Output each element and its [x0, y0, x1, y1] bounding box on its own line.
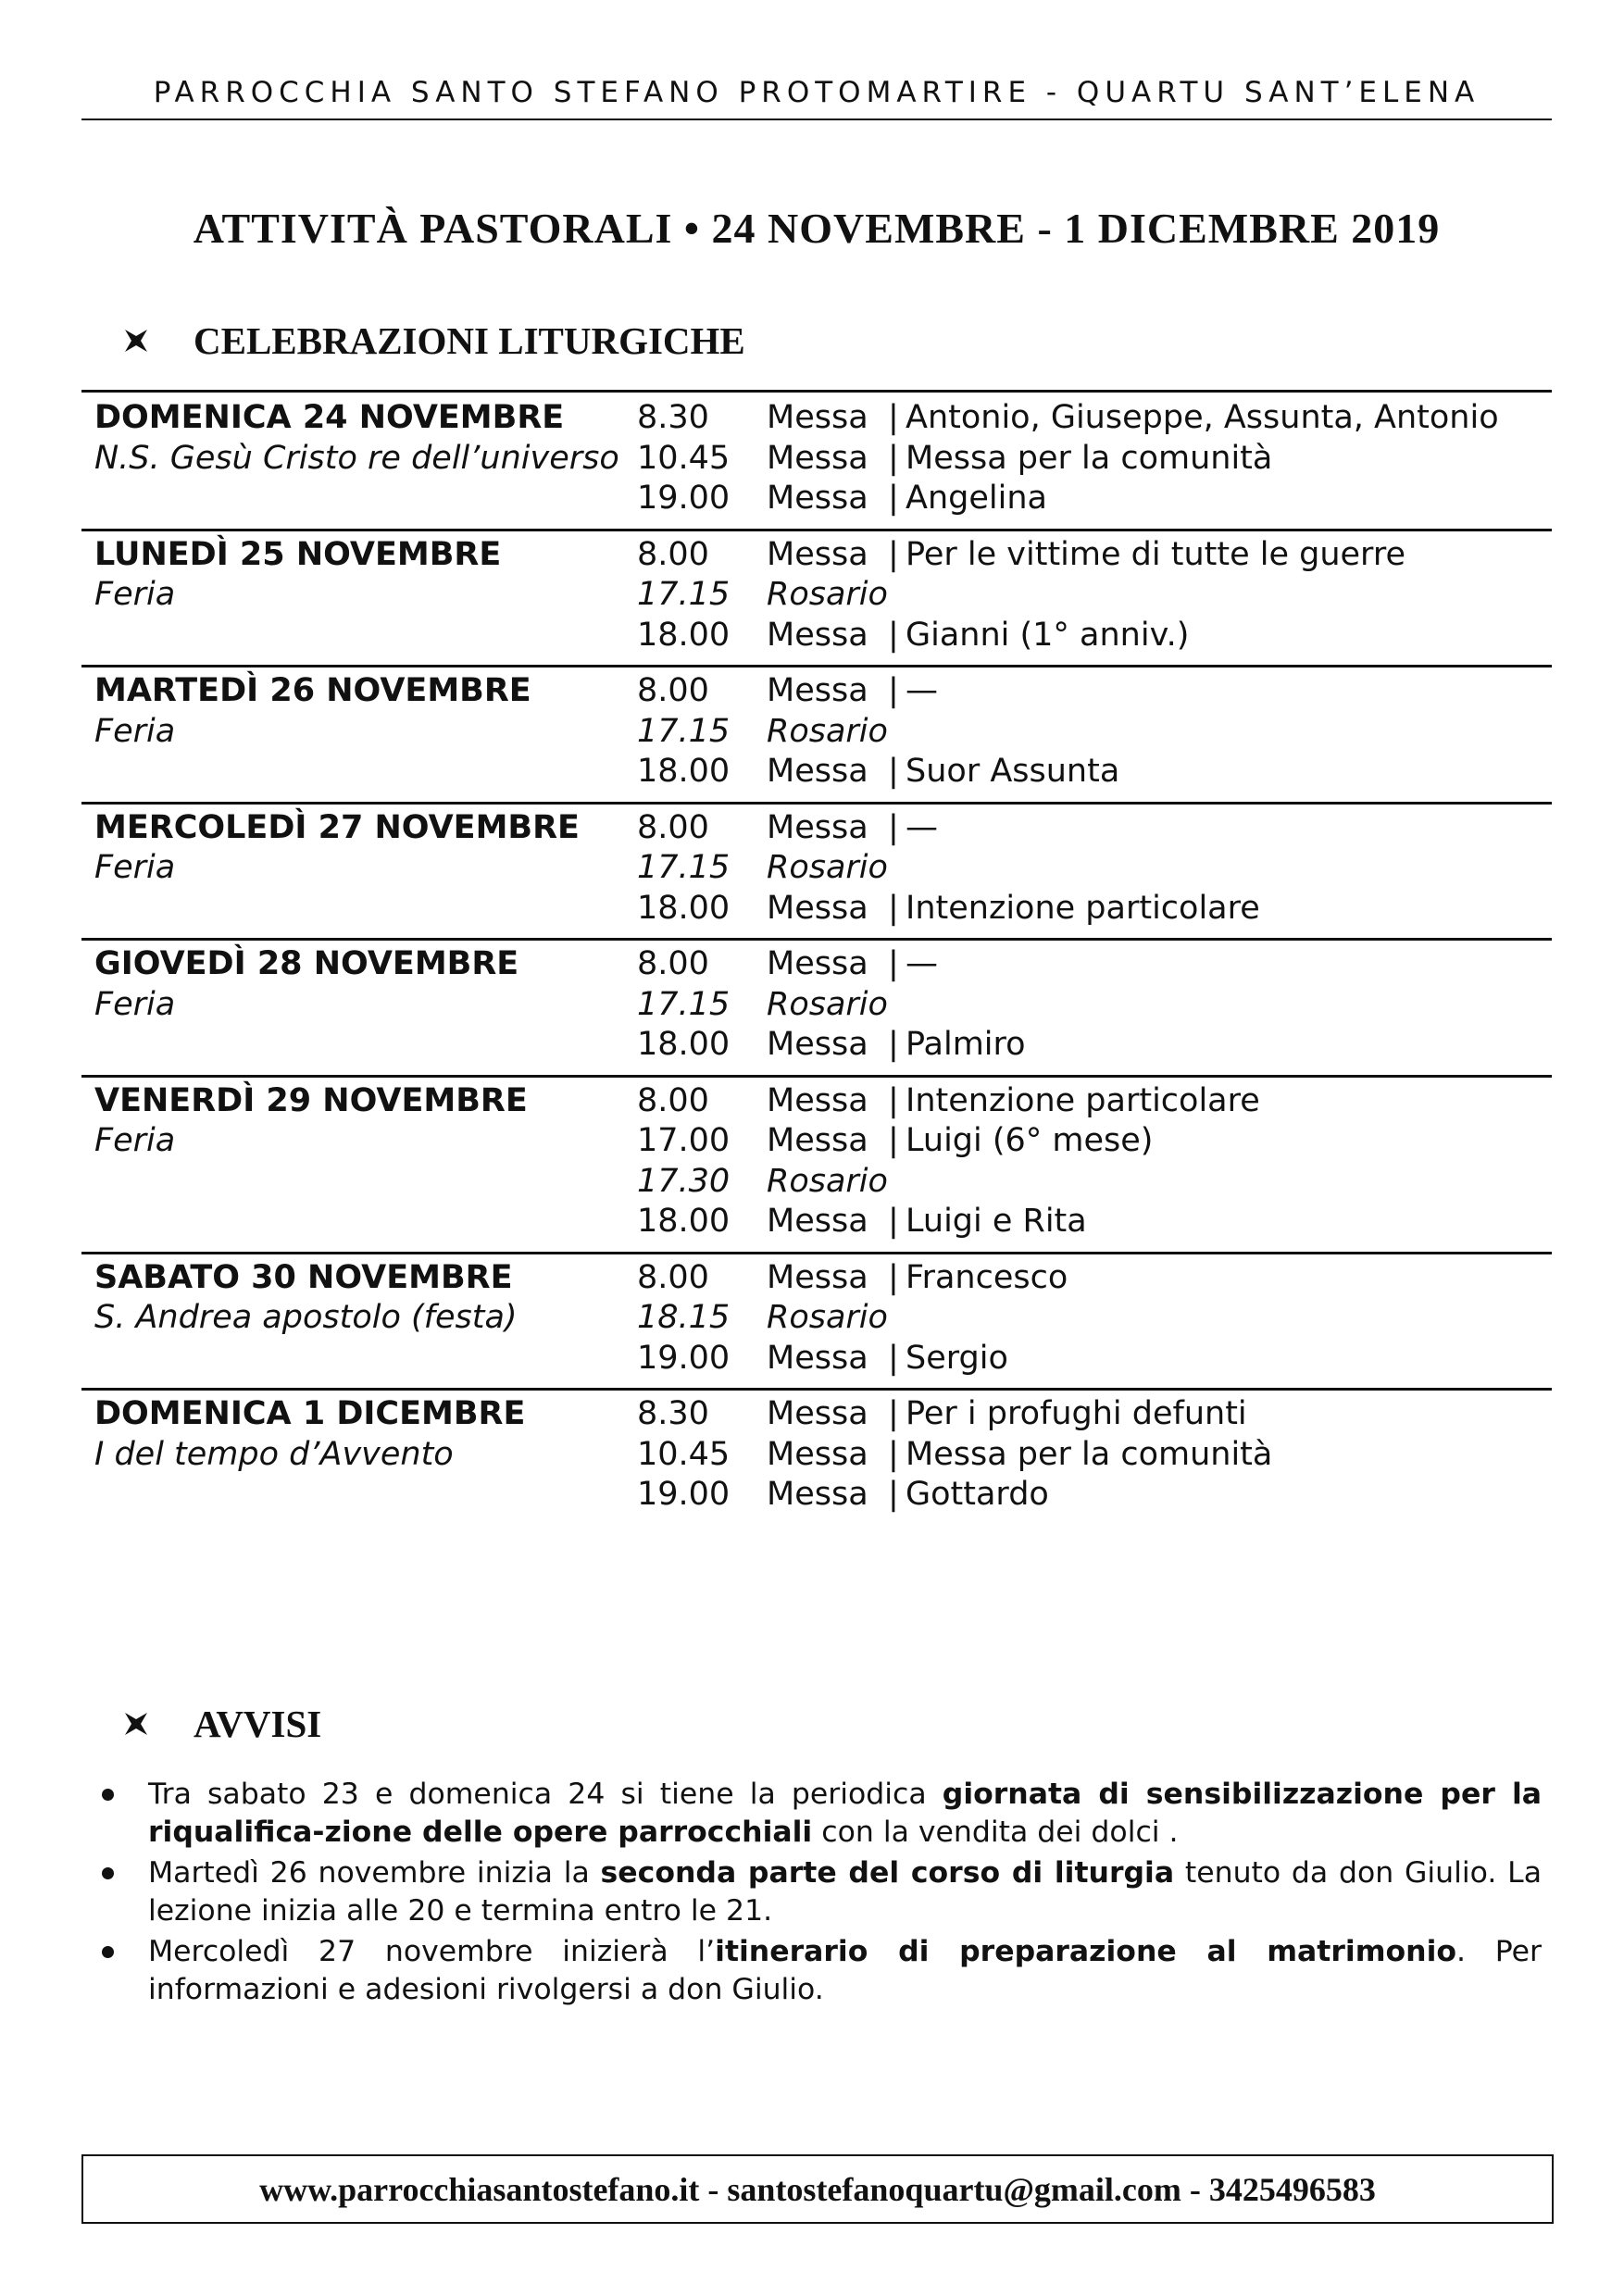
- event-time: 17.30: [637, 1162, 731, 1200]
- event-time: 18.00: [637, 889, 731, 927]
- event-row: [81, 1475, 1552, 1516]
- notice-item: [102, 1854, 1542, 1930]
- event-time: 8.00: [637, 945, 709, 982]
- event-row: [81, 889, 1552, 930]
- event-row: [81, 1121, 1552, 1162]
- separator: |: [888, 1203, 899, 1240]
- event-time: 18.00: [637, 1203, 731, 1240]
- day-block: [81, 1075, 1552, 1252]
- event-intention: Messa per la comunità: [906, 1435, 1273, 1473]
- liturgical-desc: Feria: [94, 712, 176, 750]
- day-name: DOMENICA 1 DICEMBRE: [94, 1395, 526, 1432]
- event-intention: Sergio: [906, 1339, 1008, 1377]
- event-intention: Luigi e Rita: [906, 1203, 1087, 1240]
- event-intention: Messa per la comunità: [906, 439, 1273, 477]
- event-service: Messa: [767, 1476, 868, 1513]
- notice-highlight: giornata di sensibilizzazione per la riqualifica-zione delle opere parrocchiali: [148, 1778, 1542, 1849]
- event-service: Messa: [767, 1203, 868, 1240]
- footer-contacts: [81, 2154, 1554, 2224]
- event-row: [81, 479, 1552, 519]
- event-intention: Intenzione particolare: [906, 889, 1260, 927]
- parish-header: PARROCCHIA SANTO STEFANO PROTOMARTIRE - QUARTU SANT’ELENA: [81, 74, 1552, 120]
- event-service: Rosario: [767, 1299, 888, 1336]
- event-time: 8.00: [637, 535, 709, 573]
- event-intention: Gottardo: [906, 1476, 1049, 1513]
- event-time: 8.00: [637, 1081, 709, 1119]
- separator: |: [888, 672, 899, 709]
- event-intention: —: [906, 808, 938, 846]
- event-row: [81, 1394, 1552, 1435]
- event-service: Messa: [767, 480, 868, 517]
- event-intention: Francesco: [906, 1258, 1068, 1296]
- day-name: MARTEDÌ 26 NOVEMBRE: [94, 672, 531, 709]
- event-row: [81, 535, 1552, 576]
- event-row: [81, 944, 1552, 985]
- event-service: Messa: [767, 889, 868, 927]
- day-block: [81, 529, 1552, 666]
- notice-text: tenuto da don Giulio. La lezione inizia alle 20 e termina entro le 21.: [148, 1856, 1542, 1928]
- separator: |: [888, 480, 899, 517]
- event-row: [81, 712, 1552, 753]
- event-time: 18.00: [637, 753, 731, 790]
- event-service: Messa: [767, 1258, 868, 1296]
- event-service: Messa: [767, 672, 868, 709]
- event-service: Messa: [767, 439, 868, 477]
- page-title: ATTIVITÀ PASTORALI • 24 NOVEMBRE - 1 DICEMBRE 2019: [193, 205, 1441, 252]
- liturgical-desc: I del tempo d’Avvento: [94, 1435, 454, 1473]
- notice-item: [102, 1776, 1542, 1852]
- event-intention: Per le vittime di tutte le guerre: [906, 535, 1405, 573]
- bullet-icon: [102, 1867, 114, 1879]
- bullet-icon: [102, 1946, 114, 1958]
- liturgical-desc: Feria: [94, 1122, 176, 1159]
- separator: |: [888, 753, 899, 790]
- event-row: [81, 439, 1552, 480]
- separator: |: [888, 808, 899, 846]
- event-row: [81, 1025, 1552, 1066]
- event-row: [81, 1081, 1552, 1122]
- section-title: AVVISI: [194, 1703, 322, 1745]
- event-service: Messa: [767, 399, 868, 436]
- event-intention: Palmiro: [906, 1026, 1026, 1063]
- event-time: 19.00: [637, 480, 731, 517]
- event-service: Rosario: [767, 712, 888, 750]
- event-time: 17.15: [637, 712, 731, 750]
- cross-star-icon: [125, 1713, 147, 1735]
- event-row: [81, 1162, 1552, 1203]
- event-service: Rosario: [767, 849, 888, 886]
- separator: |: [888, 399, 899, 436]
- event-intention: —: [906, 945, 938, 982]
- event-row: [81, 1258, 1552, 1299]
- event-intention: Intenzione particolare: [906, 1081, 1260, 1119]
- notice-highlight: seconda parte del corso di liturgia: [600, 1856, 1175, 1890]
- event-time: 18.15: [637, 1299, 731, 1336]
- event-row: [81, 616, 1552, 656]
- event-time: 18.00: [637, 616, 731, 654]
- event-time: 8.30: [637, 399, 709, 436]
- separator: |: [888, 1026, 899, 1063]
- liturgical-desc: N.S. Gesù Cristo re dell’universo: [94, 439, 619, 477]
- event-row: [81, 1202, 1552, 1242]
- event-time: 8.00: [637, 1258, 709, 1296]
- event-time: 17.00: [637, 1122, 731, 1159]
- event-row: [81, 671, 1552, 712]
- event-time: 10.45: [637, 439, 731, 477]
- notice-highlight: itinerario di preparazione al matrimonio: [715, 1935, 1457, 1968]
- event-time: 8.30: [637, 1395, 709, 1432]
- event-service: Messa: [767, 1435, 868, 1473]
- event-row: [81, 752, 1552, 792]
- footer-text: www.parrocchiasantostefano.it - santostefanoquartu@gmail.com - 3425496583: [259, 2170, 1376, 2208]
- separator: |: [888, 1339, 899, 1377]
- separator: |: [888, 1476, 899, 1513]
- liturgy-schedule: [81, 390, 1552, 1525]
- section-title: CELEBRAZIONI LITURGICHE: [194, 319, 745, 362]
- event-intention: —: [906, 672, 938, 709]
- notices-list: [102, 1776, 1542, 2012]
- event-row: [81, 575, 1552, 616]
- section-heading-notices: [125, 1698, 321, 1750]
- notice-item: [102, 1933, 1542, 2009]
- event-intention: Antonio, Giuseppe, Assunta, Antonio: [906, 399, 1499, 436]
- event-row: [81, 1339, 1552, 1379]
- event-time: 17.15: [637, 985, 731, 1023]
- event-service: Messa: [767, 616, 868, 654]
- event-time: 10.45: [637, 1435, 731, 1473]
- day-name: LUNEDÌ 25 NOVEMBRE: [94, 535, 502, 573]
- notice-text: . Per informazioni e adesioni rivolgersi a don Giulio.: [148, 1935, 1543, 2006]
- event-intention: Per i profughi defunti: [906, 1395, 1247, 1432]
- day-name: DOMENICA 24 NOVEMBRE: [94, 399, 565, 436]
- event-time: 18.00: [637, 1026, 731, 1063]
- event-intention: Angelina: [906, 480, 1047, 517]
- day-name: SABATO 30 NOVEMBRE: [94, 1258, 513, 1296]
- event-time: 8.00: [637, 672, 709, 709]
- liturgical-desc: Feria: [94, 985, 176, 1023]
- day-block: [81, 802, 1552, 939]
- bullet-icon: [102, 1789, 114, 1801]
- day-block: [81, 665, 1552, 802]
- notice-text: Tra sabato 23 e domenica 24 si tiene la periodica: [148, 1778, 943, 1811]
- separator: |: [888, 616, 899, 654]
- day-block: [81, 390, 1552, 529]
- event-intention: Suor Assunta: [906, 753, 1120, 790]
- day-name: VENERDÌ 29 NOVEMBRE: [94, 1081, 528, 1119]
- event-row: [81, 1298, 1552, 1339]
- day-block: [81, 1252, 1552, 1389]
- event-service: Messa: [767, 808, 868, 846]
- event-row: [81, 1435, 1552, 1476]
- notice-text: con la vendita dei dolci .: [812, 1816, 1179, 1849]
- event-service: Messa: [767, 753, 868, 790]
- separator: |: [888, 889, 899, 927]
- event-time: 19.00: [637, 1476, 731, 1513]
- event-row: [81, 398, 1552, 439]
- notice-text: Martedì 26 novembre inizia la: [148, 1856, 601, 1890]
- event-service: Rosario: [767, 1162, 888, 1200]
- event-intention: Gianni (1° anniv.): [906, 616, 1190, 654]
- day-block: [81, 938, 1552, 1075]
- separator: |: [888, 1122, 899, 1159]
- event-service: Messa: [767, 1395, 868, 1432]
- event-service: Messa: [767, 1122, 868, 1159]
- section-heading-liturgy: [125, 315, 745, 367]
- event-service: Messa: [767, 1339, 868, 1377]
- separator: |: [888, 1081, 899, 1119]
- event-service: Rosario: [767, 985, 888, 1023]
- event-service: Messa: [767, 535, 868, 573]
- event-service: Messa: [767, 1081, 868, 1119]
- separator: |: [888, 439, 899, 477]
- event-service: Messa: [767, 945, 868, 982]
- separator: |: [888, 945, 899, 982]
- day-name: MERCOLEDÌ 27 NOVEMBRE: [94, 808, 580, 846]
- event-time: 17.15: [637, 576, 731, 613]
- liturgical-desc: Feria: [94, 576, 176, 613]
- event-service: Rosario: [767, 576, 888, 613]
- separator: |: [888, 535, 899, 573]
- event-time: 17.15: [637, 849, 731, 886]
- day-block: [81, 1388, 1552, 1525]
- event-intention: Luigi (6° mese): [906, 1122, 1154, 1159]
- separator: |: [888, 1258, 899, 1296]
- event-row: [81, 808, 1552, 849]
- event-row: [81, 848, 1552, 889]
- separator: |: [888, 1435, 899, 1473]
- cross-star-icon: [125, 330, 147, 352]
- event-time: 8.00: [637, 808, 709, 846]
- day-name: GIOVEDÌ 28 NOVEMBRE: [94, 945, 519, 982]
- liturgical-desc: Feria: [94, 849, 176, 886]
- event-time: 19.00: [637, 1339, 731, 1377]
- separator: |: [888, 1395, 899, 1432]
- liturgical-desc: S. Andrea apostolo (festa): [94, 1299, 518, 1336]
- notice-text: Mercoledì 27 novembre inizierà l’: [148, 1935, 716, 1968]
- event-service: Messa: [767, 1026, 868, 1063]
- event-row: [81, 985, 1552, 1026]
